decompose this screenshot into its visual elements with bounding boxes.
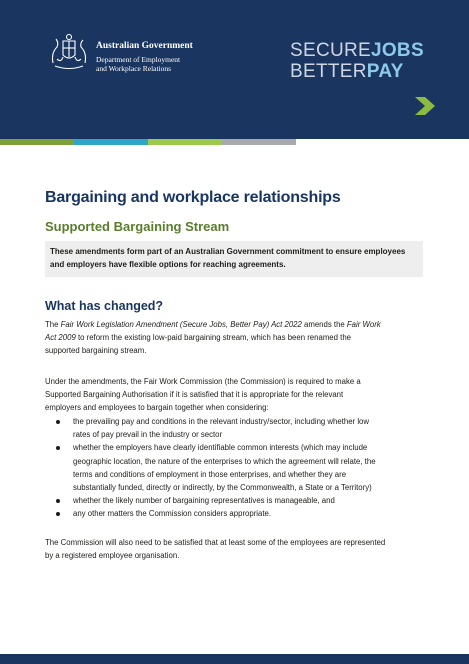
list-item [45, 441, 435, 494]
secure-jobs-better-pay-logo [290, 40, 424, 82]
list-item-line: geographic location, the nature of the enterprises to which the agreement will relate, the [73, 456, 376, 466]
paragraph-3-line-2: by a registered employee organisation. [45, 551, 180, 561]
paragraph-2 [45, 375, 435, 415]
bullet-icon [56, 512, 60, 516]
paragraph-2-line-3: employers and employees to bargain together when considering: [45, 403, 269, 413]
paragraph-1 [45, 318, 435, 358]
callout-line-2: and employers have flexible options for reaching agreements. [50, 260, 286, 269]
list-item [45, 494, 435, 507]
stripe-grey [222, 139, 296, 145]
page-title: Bargaining and workplace relationships [45, 189, 341, 206]
text-run: to reform the existing low-paid bargaining stream, which has been renamed the [75, 333, 351, 343]
list-item-line: any other matters the Commission considers appropriate. [73, 509, 272, 519]
paragraph-1-line-3: supported bargaining stream. [45, 346, 147, 356]
department-name [96, 55, 180, 73]
color-stripes [0, 139, 469, 147]
bullet-icon [56, 446, 60, 450]
criteria-list [45, 415, 435, 521]
bullet-icon [56, 420, 60, 424]
act-title-italic: Fair Work Legislation Amendment (Secure Jobs, Better Pay) Act 2022 [60, 320, 302, 329]
list-item-line: the prevailing pay and conditions in the relevant industry/sector, including whether low [73, 417, 370, 426]
callout-line-1: These amendments form part of an Australian Government commitment to ensure employees [50, 247, 406, 256]
list-item [45, 415, 435, 441]
brand-jobs: JOBS [370, 40, 424, 61]
list-item [45, 507, 435, 520]
page-subtitle: Supported Bargaining Stream [45, 219, 230, 234]
act-name-italic: Fair Work [346, 320, 381, 329]
brand-pay: PAY [366, 61, 404, 82]
paragraph-2-line-1: Under the amendments, the Fair Work Commission (the Commission) is required to make a [45, 377, 361, 386]
act-year-italic: Act 2009 [45, 333, 76, 343]
list-item-line: terms and conditions of employment in those enterprises, and whether they are [73, 469, 347, 479]
paragraph-2-line-2: Supported Bargaining Authorisation if it is satisfied that it is appropriate for the relevant [45, 390, 344, 400]
government-name: Australian Government [96, 41, 193, 51]
paragraph-1-line-2 [45, 331, 435, 344]
paragraph-1-line-1 [45, 318, 435, 331]
bullet-icon [56, 499, 60, 503]
government-logo [47, 33, 207, 75]
text-run: The [45, 320, 61, 329]
paragraph-3 [45, 536, 435, 562]
list-item-line: whether the employers have clearly identifiable common interests (which may include [73, 443, 368, 453]
brand-better: BETTER [290, 61, 367, 82]
paragraph-3-line-1: The Commission will also need to be satisfied that at least some of the employees are represented [45, 538, 386, 547]
footer-bar [0, 654, 469, 664]
brand-secure: SECURE [290, 40, 371, 61]
department-line-1: Department of Employment [96, 55, 181, 64]
list-item-line: substantially funded, directly or indirectly, by the Commonwealth, a State or a Territory) [73, 483, 372, 493]
department-line-2: and Workplace Relations [96, 64, 172, 73]
document-header [0, 0, 469, 139]
list-item-line: whether the likely number of bargaining representatives is manageable, and [73, 496, 335, 506]
stripe-cyan [74, 139, 148, 145]
summary-callout [45, 241, 423, 277]
brand-row-1 [290, 40, 424, 61]
stripe-green [0, 139, 74, 145]
chevron-right-icon [412, 96, 436, 116]
coat-of-arms-icon [47, 33, 91, 73]
text-run: amends the [301, 320, 347, 329]
list-item-line: rates of pay prevail in the industry or sector [73, 430, 223, 440]
stripe-lime [148, 139, 222, 145]
brand-row-2 [290, 61, 424, 82]
section-heading: What has changed? [45, 299, 164, 313]
